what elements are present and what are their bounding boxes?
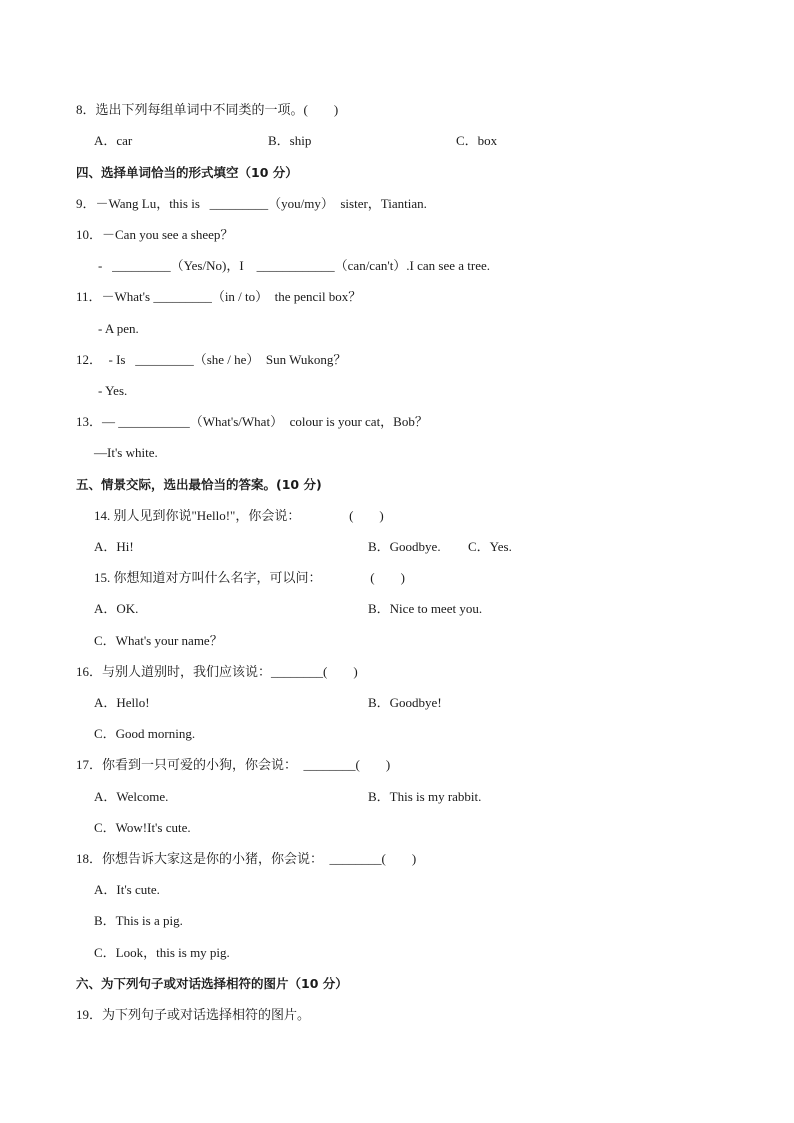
q15-option-b: B．Nice to meet you. <box>368 601 483 616</box>
q17-stem: 17．你看到一只可爱的小狗，你会说： ________( ) <box>76 757 391 772</box>
q13-question: 13．— ___________（What's/What） colour is your cat，Bob？ <box>76 414 428 429</box>
q18-option-a: A．It's cute. <box>94 882 160 897</box>
q16-option-a: A．Hello! <box>94 695 150 710</box>
q15-option-c: C．What's your name？ <box>94 633 223 648</box>
section-4-heading: 四、选择单词恰当的形式填空（10 分） <box>76 165 298 180</box>
q8-stem: 8．选出下列每组单词中不同类的一项。( ) <box>76 102 339 117</box>
q8-option-c: C．box <box>456 133 498 148</box>
q18-option-c: C．Look，this is my pig. <box>94 945 230 960</box>
q13-answer: —It's white. <box>94 445 158 460</box>
section-6-heading: 六、为下列句子或对话选择相符的图片（10 分） <box>76 976 348 991</box>
q14-option-c: C．Yes. <box>468 539 512 554</box>
q17-option-c: C．Wow!It's cute. <box>94 820 191 835</box>
q15-option-a: A．OK. <box>94 601 139 616</box>
q11-answer: - A pen. <box>98 321 139 336</box>
q14-option-a: A．Hi! <box>94 539 134 554</box>
q8-option-b: B．ship <box>268 133 312 148</box>
q16-option-b: B．Goodbye! <box>368 695 442 710</box>
q17-option-a: A．Welcome. <box>94 789 169 804</box>
q18-stem: 18．你想告诉大家这是你的小猪，你会说： ________( ) <box>76 851 417 866</box>
section-5-heading: 五、情景交际，选出最恰当的答案。(10 分) <box>76 477 322 492</box>
q8-option-a: A．car <box>94 133 133 148</box>
q17-option-b: B．This is my rabbit. <box>368 789 482 804</box>
q11-question: 11．－What's _________（in / to） the pencil box？ <box>76 289 362 304</box>
q10-question: 10．－Can you see a sheep？ <box>76 227 234 242</box>
q15-stem: 15. 你想知道对方叫什么名字，可以问： ( ) <box>94 570 405 585</box>
q9: 9．－Wang Lu，this is _________（you/my） sister，Tiantian. <box>76 196 427 211</box>
q14-stem: 14. 别人见到你说"Hello!"，你会说： ( ) <box>94 508 384 523</box>
q18-option-b: B．This is a pig. <box>94 913 183 928</box>
q16-option-c: C．Good morning. <box>94 726 196 741</box>
q16-stem: 16．与别人道别时，我们应该说：________( ) <box>76 664 358 679</box>
q19-stem: 19．为下列句子或对话选择相符的图片。 <box>76 1007 311 1022</box>
q12-question: 12． - Is _________（she / he） Sun Wukong？ <box>76 352 347 367</box>
q12-answer: - Yes. <box>98 383 128 398</box>
q10-answer: - _________（Yes/No)，I ____________（can/can't）.I can see a tree. <box>98 258 491 273</box>
q14-option-b: B．Goodbye. <box>368 539 441 554</box>
